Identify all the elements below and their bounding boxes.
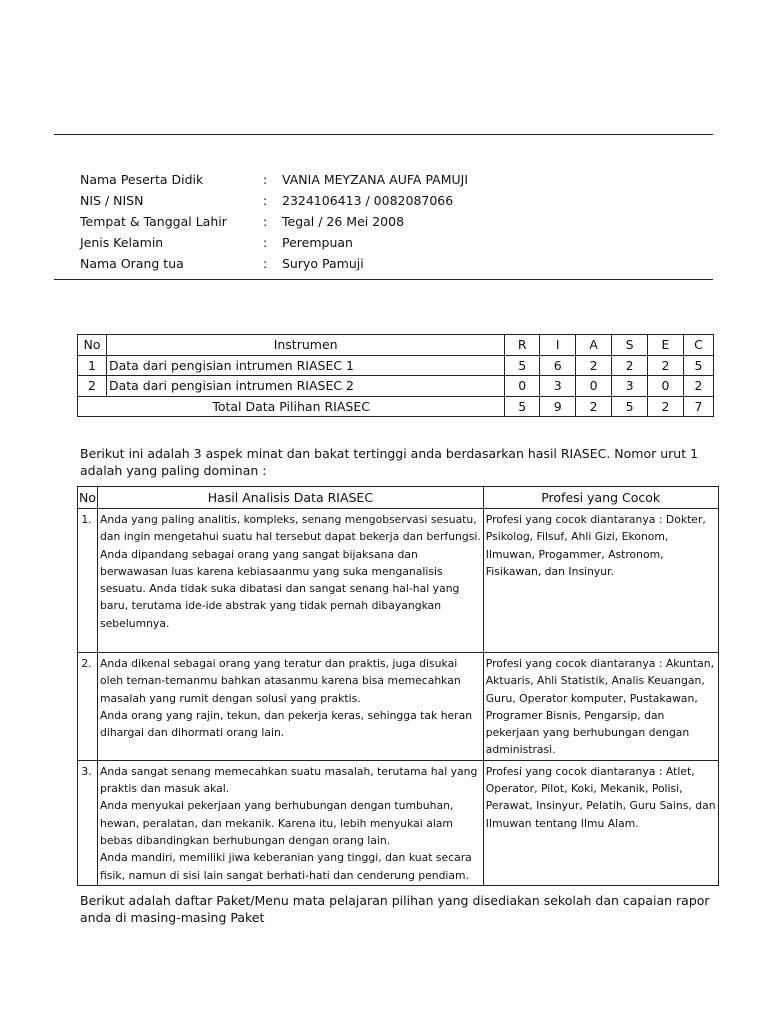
identity-label: Jenis Kelamin — [80, 235, 164, 250]
identity-colon: : — [263, 193, 268, 208]
score-cell: 2 — [576, 355, 612, 376]
identity-row-gender — [80, 232, 468, 253]
total-cell: 2 — [576, 396, 612, 417]
score-cell: 2 — [648, 355, 684, 376]
column-header: S — [612, 335, 648, 356]
identity-row-birth — [80, 211, 468, 232]
row-number: 1 — [78, 355, 107, 376]
total-cell: 5 — [612, 396, 648, 417]
analysis-cell — [98, 760, 484, 885]
profession-line: Fisikawan, dan Insinyur. — [485, 564, 615, 578]
table-row — [78, 653, 719, 761]
score-cell: 0 — [648, 376, 684, 397]
profession-line: Programer Bisnis, Pengarsip, dan — [485, 708, 665, 722]
total-row — [78, 396, 714, 417]
profession-line: Profesi yang cocok diantaranya : Atlet, — [485, 764, 695, 778]
score-cell: 3 — [612, 376, 648, 397]
score-cell: 6 — [540, 355, 576, 376]
analysis-line: masalah yang rumit dengan solusi yang praktis. — [100, 691, 361, 705]
profession-line: Perawat, Insinyur, Pelatih, Guru Sains, dan — [485, 799, 716, 813]
table-row — [78, 355, 714, 376]
column-header: A — [576, 335, 612, 356]
table-row — [78, 509, 719, 653]
column-header: No — [78, 335, 107, 356]
score-cell: 0 — [576, 376, 612, 397]
profession-line: pekerjaan yang berhubungan dengan — [485, 726, 690, 740]
profession-line: Ilmuwan tentang Ilmu Alam. — [485, 816, 639, 830]
total-cell: 7 — [683, 396, 713, 417]
score-cell: 5 — [505, 355, 540, 376]
profession-line: Profesi yang cocok diantaranya : Akuntan, — [485, 657, 715, 670]
analysis-line: Anda menyukai pekerjaan yang berhubungan dengan tumbuhan, — [100, 799, 454, 813]
analysis-line: baru, terutama ide-ide abstrak yang tidak pernah dibayangkan — [100, 599, 442, 613]
score-cell: 2 — [612, 355, 648, 376]
score-cell: 5 — [683, 355, 713, 376]
analysis-cell — [98, 653, 484, 761]
column-header: Profesi yang Cocok — [483, 487, 718, 509]
profession-cell — [483, 509, 718, 653]
analysis-line: Anda dipandang sebagai orang yang sangat bijaksana dan — [100, 547, 418, 561]
identity-colon: : — [263, 214, 268, 229]
table-row — [78, 760, 719, 885]
total-cell: 5 — [505, 396, 540, 417]
top-divider — [54, 134, 713, 135]
analysis-cell — [98, 509, 484, 653]
score-cell: 2 — [683, 376, 713, 397]
column-header: I — [540, 335, 576, 356]
identity-label: Nama Orang tua — [80, 256, 184, 271]
identity-colon: : — [263, 256, 268, 271]
profession-line: Psikolog, Filsuf, Ahli Gizi, Ekonom, — [485, 530, 669, 544]
total-cell: 9 — [540, 396, 576, 417]
analysis-line: Anda dikenal sebagai orang yang teratur dan praktis, juga disukai — [100, 657, 458, 670]
identity-row-name — [80, 169, 468, 190]
profession-line: Ilmuwan, Progammer, Astronom, — [485, 547, 664, 561]
intro-paragraph: Berikut ini adalah 3 aspek minat dan bakat tertinggi anda berdasarkan hasil RIASEC. Nomor urut 1 adalah yang paling dominan : — [80, 446, 699, 478]
student-identity — [80, 169, 468, 274]
riasec-score-table — [77, 334, 714, 417]
analysis-line: sebelumnya. — [100, 616, 170, 630]
column-header: Instrumen — [106, 335, 504, 356]
profession-line: Aktuaris, Ahli Statistik, Analis Keuangan, — [485, 674, 705, 688]
analysis-line: dan ingin mengetahui suatu hal tersebut dapat bekerja dan berfungsi. — [100, 530, 481, 544]
analysis-line: berwawasan luas karena kebiasaanmu yang suka menganalisis — [100, 564, 443, 578]
identity-colon: : — [263, 172, 268, 187]
analysis-line: praktis dan masuk akal. — [100, 782, 230, 796]
identity-value: Perempuan — [282, 235, 353, 250]
profession-line: Operator, Pilot, Koki, Mekanik, Polisi, — [485, 782, 683, 796]
table-header-row — [78, 487, 719, 509]
identity-value: 2324106413 / 0082087066 — [282, 193, 454, 208]
analysis-line: bebas dibandingkan berhubungan dengan orang lain. — [100, 833, 391, 847]
identity-value: Suryo Pamuji — [282, 256, 364, 271]
riasec-analysis-table — [77, 486, 719, 886]
score-cell: 0 — [505, 376, 540, 397]
row-number: 2. — [78, 653, 98, 761]
analysis-line: fisik, namun di sisi lain sangat berhati-hati dan cenderung pendiam. — [100, 868, 470, 882]
analysis-line: Anda sangat senang memecahkan suatu masalah, terutama hal yang — [100, 764, 478, 778]
instrument-name: Data dari pengisian intrumen RIASEC 1 — [106, 355, 504, 376]
identity-label: NIS / NISN — [80, 193, 144, 208]
row-number: 3. — [78, 760, 98, 885]
row-number: 1. — [78, 509, 98, 653]
column-header: Hasil Analisis Data RIASEC — [98, 487, 484, 509]
profession-line: Profesi yang cocok diantaranya : Dokter, — [485, 513, 706, 526]
column-header: E — [648, 335, 684, 356]
column-header: No — [78, 487, 98, 509]
total-label: Total Data Pilihan RIASEC — [78, 396, 505, 417]
analysis-line: Anda mandiri, memiliki jiwa keberanian yang tinggi, dan kuat secara — [100, 851, 472, 865]
identity-value: VANIA MEYZANA AUFA PAMUJI — [282, 172, 469, 187]
column-header: R — [505, 335, 540, 356]
bottom-divider — [54, 279, 713, 280]
analysis-line: hewan, peralatan, dan mekanik. Karena itu, lebih menyukai alam — [100, 816, 453, 830]
identity-row-parent — [80, 253, 468, 274]
identity-label: Tempat & Tanggal Lahir — [80, 214, 227, 229]
table-row — [78, 376, 714, 397]
identity-value: Tegal / 26 Mei 2008 — [282, 214, 405, 229]
analysis-line: dihargai dan dihormati orang lain. — [100, 726, 285, 740]
analysis-line: Anda yang paling analitis, kompleks, senang mengobservasi sesuatu, — [100, 513, 477, 526]
column-header: C — [683, 335, 713, 356]
profession-line: administrasi. — [485, 743, 556, 757]
analysis-line: Anda orang yang rajin, tekun, dan pekerja keras, sehingga tak heran — [100, 708, 473, 722]
row-number: 2 — [78, 376, 107, 397]
profession-line: Guru, Operator komputer, Pustakawan, — [485, 691, 698, 705]
instrument-name: Data dari pengisian intrumen RIASEC 2 — [106, 376, 504, 397]
profession-cell — [483, 653, 718, 761]
analysis-line: oleh teman-temanmu bahkan atasanmu karena bisa memecahkan — [100, 674, 461, 688]
footer-paragraph: Berikut adalah daftar Paket/Menu mata pelajaran pilihan yang disediakan sekolah dan capaian rapor anda di masing-masing Paket — [80, 893, 710, 925]
analysis-line: sesuatu. Anda tidak suka dibatasi dan sangat senang hal-hal yang — [100, 582, 460, 596]
identity-label: Nama Peserta Didik — [80, 172, 204, 187]
score-cell: 3 — [540, 376, 576, 397]
profession-cell — [483, 760, 718, 885]
identity-row-nis — [80, 190, 468, 211]
table-header-row — [78, 335, 714, 356]
total-cell: 2 — [648, 396, 684, 417]
identity-colon: : — [263, 235, 268, 250]
